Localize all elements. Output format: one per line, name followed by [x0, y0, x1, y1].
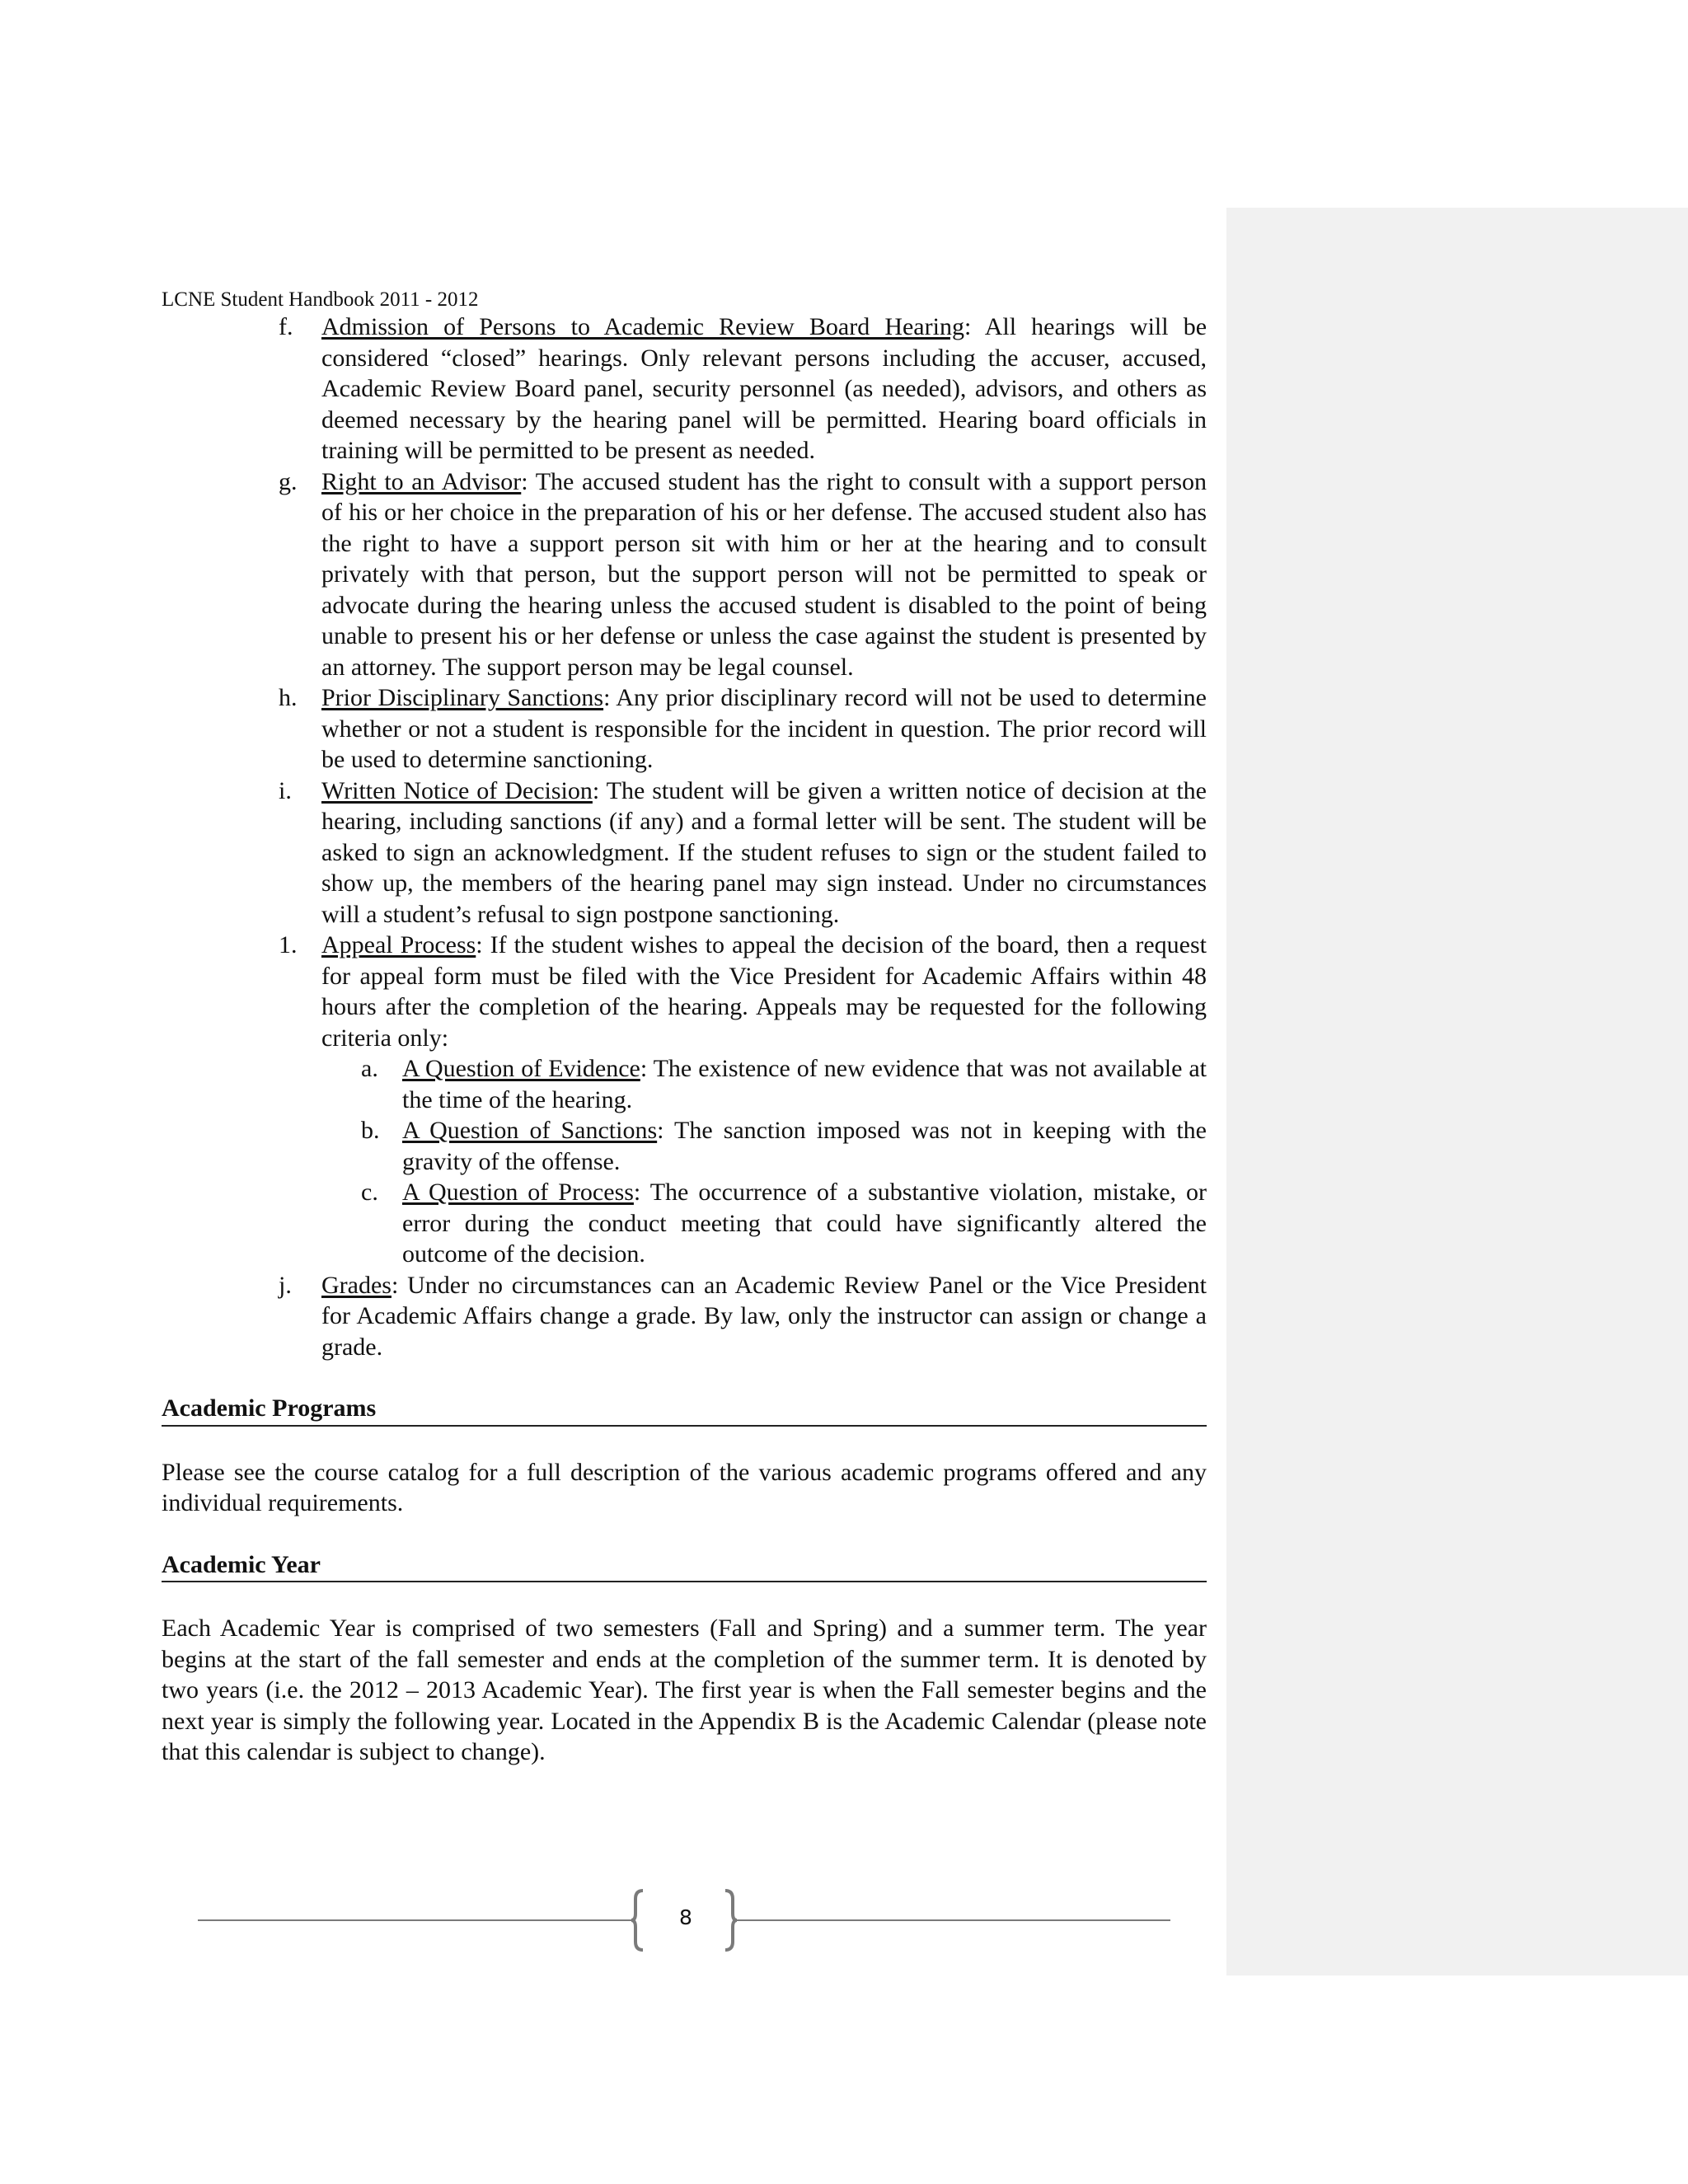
list-marker: a.: [361, 1055, 378, 1082]
item-heading: Appeal Process: [321, 931, 476, 958]
list-item: [162, 682, 1207, 776]
section-paragraph: Each Academic Year is comprised of two semesters (Fall and Spring) and a summer term. The year begins at the start of the fall semester and ends at the completion of the summer term. It is denoted by two years (i.e. the 2012 – 2013 Academic Year). The first year is when the Fall semester begins and the next year is simply the following year. Located in the Appendix B is the Academic Calendar (please note that this calendar is subject to change).: [162, 1615, 1207, 1765]
page-footer: [198, 1889, 1170, 1952]
list-item: [162, 466, 1207, 683]
item-heading: Written Notice of Decision: [321, 776, 593, 804]
list-item: [162, 312, 1207, 466]
footer-rule-right: [737, 1919, 1170, 1921]
list-marker: 1.: [279, 931, 298, 958]
item-heading: Grades: [321, 1271, 392, 1299]
sub-list-item: [162, 1115, 1207, 1177]
item-heading: Prior Disciplinary Sanctions: [321, 684, 604, 711]
section-heading-academic-year: Academic Year: [162, 1549, 1207, 1583]
item-text: : The student will be given a written notice of decision at the hearing, including sanctions (if any) and a formal letter will be sent. The student will be asked to sign an acknowledgment. If the student refuses to sign or the student failed to show up, the members of the hearing panel may sign instead. Under no circumstances will a student’s refusal to sign postpone sanctioning.: [321, 776, 1207, 928]
list-item: [162, 930, 1207, 1053]
item-text: : The accused student has the right to consult with a support person of his or her choice in the preparation of his or her defense. The accused student also has the right to have a support person sit with him or her at the hearing and to consult privately with that person, but the support person will not be permitted to speak or advocate during the hearing unless the accused student is disabled to the point of being unable to present his or her defense or unless the case against the student is presented by an attorney. The support person may be legal counsel.: [321, 467, 1207, 681]
page-number: 8: [679, 1905, 692, 1929]
item-heading: Admission of Persons to Academic Review Board Hearing: [321, 313, 964, 340]
list-marker: f.: [279, 313, 293, 340]
item-text: : Under no circumstances can an Academic Review Panel or the Vice President for Academic Affairs change a grade. By law, only the instructor can assign or change a grade.: [321, 1271, 1207, 1361]
item-heading: A Question of Sanctions: [402, 1117, 658, 1144]
list-marker: j.: [279, 1271, 292, 1299]
item-text: : The sanction imposed was not in keeping with the gravity of the offense.: [402, 1117, 1207, 1175]
list-item: [162, 1270, 1207, 1363]
item-text: : All hearings will be considered “closed” hearings. Only relevant persons including the accuser, accused, Academic Review Board panel, security personnel (as needed), advisors, and others as deemed necessary by the hearing panel will be permitted. Hearing board officials in training will be permitted to be present as needed.: [321, 313, 1207, 464]
document-body: [162, 312, 1207, 1768]
item-text: : The occurrence of a substantive violation, mistake, or error during the conduct meeting that could have significantly altered the outcome of the decision.: [402, 1179, 1207, 1268]
list-marker: b.: [361, 1117, 380, 1144]
list-marker: h.: [279, 684, 298, 711]
comment-pane: [1226, 208, 1688, 1975]
item-heading: Right to an Advisor: [321, 467, 522, 495]
item-text: : The existence of new evidence that was not available at the time of the hearing.: [402, 1055, 1207, 1113]
left-brace-icon: [630, 1889, 646, 1952]
sub-list-item: [162, 1177, 1207, 1270]
sub-list-item: [162, 1053, 1207, 1115]
right-brace-icon: [722, 1889, 738, 1952]
list-marker: c.: [361, 1179, 378, 1206]
footer-rule-left: [198, 1919, 631, 1921]
item-text: : If the student wishes to appeal the decision of the board, then a request for appeal form must be filed with the Vice President for Academic Affairs within 48 hours after the completion of the hearing. Appeals may be requested for the following criteria only:: [321, 931, 1207, 1052]
section-heading-academic-programs: Academic Programs: [162, 1393, 1207, 1427]
section-paragraph: Please see the course catalog for a full description of the various academic programs offered and any individual requirements.: [162, 1458, 1207, 1516]
item-heading: A Question of Process: [402, 1179, 634, 1206]
item-heading: A Question of Evidence: [402, 1055, 640, 1082]
list-marker: g.: [279, 467, 298, 495]
list-item: [162, 776, 1207, 930]
running-header: LCNE Student Handbook 2011 - 2012: [162, 288, 479, 311]
list-marker: i.: [279, 776, 292, 804]
item-text: : Any prior disciplinary record will not be used to determine whether or not a student is responsible for the incident in question. The prior record will be used to determine sanctioning.: [321, 684, 1207, 773]
